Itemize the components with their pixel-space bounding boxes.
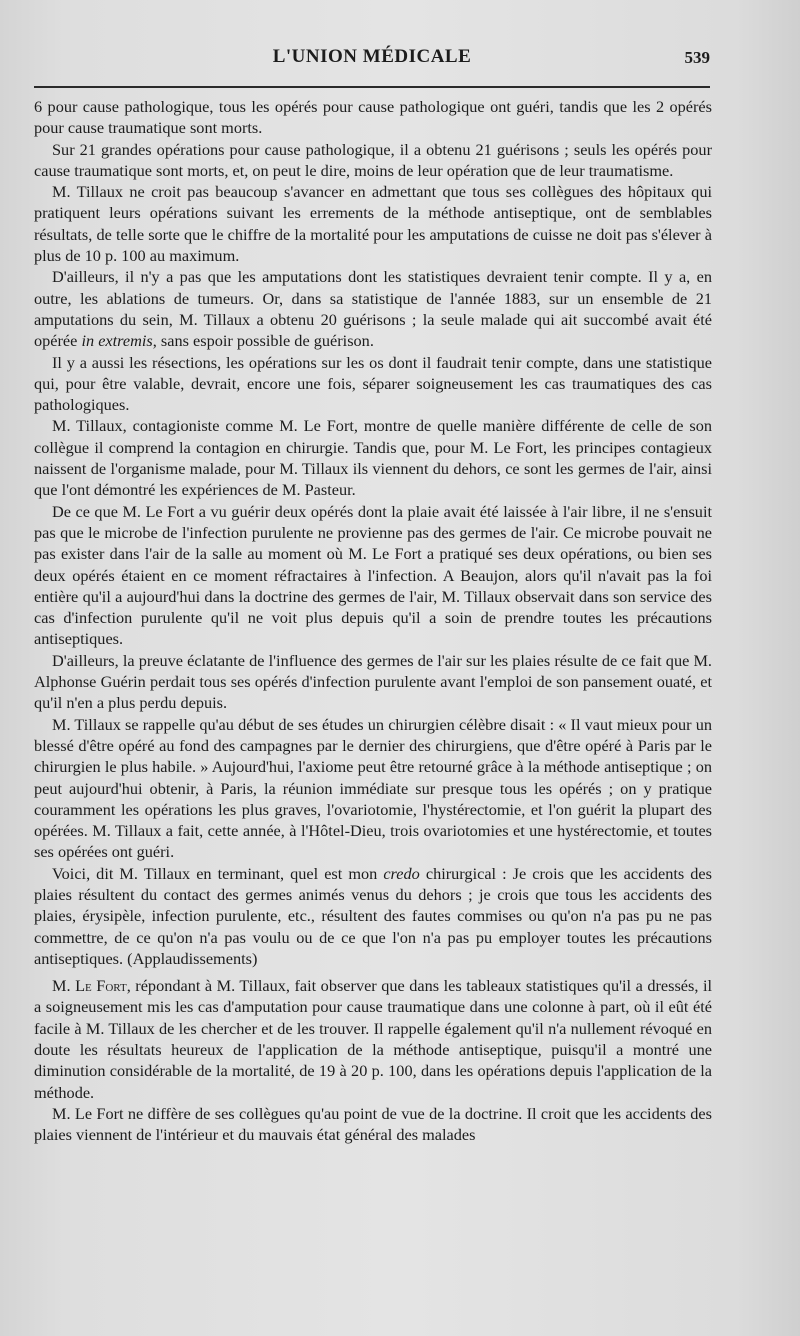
paragraph-text: , répondant à M. Tillaux, fait observer que dans les tableaux statistiques qu'il a dressés, il a soigneusement mis les cas d'amputation pour cause traumatique dans une colonne à part, où il eût été facile à M. Tillaux de les chercher et de les trouver. Il rappelle également qu'il n'a nullement révoqué en doute les résultats heureux de l'application de la méthode antiseptique, puisqu'il a montré une diminution considérable de la mortalité, de 19 à 20 p. 100, dans les opérations depuis l'application de la méthode. [34,976,712,1102]
paragraph-text: D'ailleurs, il n'y a pas que les amputations dont les statistiques devraient tenir compte. Il y a, en outre, les ablations de tumeurs. Or, dans sa statistique de l'année 1883, sur un ensemble de 21 amputations du sein, M. Tillaux a obtenu 20 guérisons ; la seule malade qui ait succombé avait été opérée [34,267,712,351]
italic-word: credo [383,863,420,883]
page-header [34,46,710,76]
paragraph-text: M. [52,976,71,996]
paragraph [34,266,712,351]
page-number: 539 [684,48,710,67]
paragraph-text: chirurgical : Je crois que les accidents des plaies résultent du contact des germes animés venus du dehors ; je crois que tous les accidents des plaies, érysipèle, infection purulente, etc., résultent des fautes commises ou qu'on n'a pas pu ne pas commettre, de ce qu'on n'a pas voulu ou de ce que l'on n'a pas pu employer toutes les précautions antiseptiques. (Applaudissements) [34,863,712,968]
paragraph: M. Le Fort ne diffère de ses collègues qu'au point de vue de la doctrine. Il croit que les accidents des plaies viennent de l'intérieur et du mauvais état général des malades [34,1103,712,1145]
paragraph: De ce que M. Le Fort a vu guérir deux opérés dont la plaie avait été laissée à l'air libre, il ne s'ensuit pas que le microbe de l'infection purulente ne provienne pas des germes de l'air. Ce microbe pouvait ne pas exister dans l'air de la salle au moment où M. Le Fort a pratiqué ses deux opérations, ou bien ses deux opérés étaient en ce moment réfractaires à l'infection. A Beaujon, alors qu'il n'avait pas la foi entière qu'il a aujourd'hui dans la doctrine des germes de l'air, M. Tillaux observait dans son service des cas d'infection purulente qu'il ne voit plus depuis qu'il a soin de prendre toutes les précautions antiseptiques. [34,501,712,649]
paragraph: Sur 21 grandes opérations pour cause pathologique, il a obtenu 21 guérisons ; seuls les opérés pour cause traumatique sont morts, et, on peut le dire, moins de leur opération que de leur traumatisme. [34,139,712,180]
paragraph: Il y a aussi les résections, les opérations sur les os dont il faudrait tenir compte, dans une statistique qui, pour être valable, devrait, encore une fois, séparer soigneusement les cas traumatiques des cas pathologiques. [34,352,712,415]
paragraph [34,975,712,1103]
italic-phrase: in extremis [81,331,153,351]
paragraph-text: Voici, dit M. Tillaux en terminant, quel est mon [52,863,378,883]
paragraph: M. Tillaux se rappelle qu'au début de ses études un chirurgien célèbre disait : « Il vaut mieux pour un blessé d'être opéré au fond des campagnes par le dernier des chirurgiens, que d'être opéré à Paris par le chirurgien le plus habile. » Aujourd'hui, l'axiome peut être retourné grâce à la méthode antiseptique ; on peut aujourd'hui obtenir, à Paris, la réunion immédiate sur presque tous les opérés ; on y pratique couramment les opérations les plus graves, l'ovariotomie, l'hystérectomie, et l'on guérit la plupart des opérées. M. Tillaux a fait, cette année, à l'Hôtel-Dieu, trois ovariotomies et une hystérectomie, et toutes ses opérées ont guéri. [34,714,712,862]
running-title: L'UNION MÉDICALE [272,46,472,67]
header-rule [34,86,710,88]
paragraph: M. Tillaux ne croit pas beaucoup s'avancer en admettant que tous ses collègues des hôpitaux qui pratiquent leurs opérations suivant les errements de la méthode antiseptique, ont de semblables résultats, de telle sorte que le chiffre de la mortalité pour les amputations de cuisse ne doit pas s'élever à plus de 10 p. 100 au maximum. [34,182,712,266]
paragraph: 6 pour cause pathologique, tous les opérés pour cause pathologique ont guéri, tandis que les 2 opérés pour cause traumatique sont morts. [34,97,712,138]
paragraph-text: , sans espoir possible de guérison. [152,331,374,351]
paragraph: M. Tillaux, contagioniste comme M. Le Fort, montre de quelle manière différente de celle de son collègue il comprend la contagion en chirurgie. Tandis que, pour M. Le Fort, les principes contagieux naissent de l'organisme malade, pour M. Tillaux ils viennent du dehors, ce sont les germes de l'air, ainsi que l'ont démontré les expériences de M. Pasteur. [34,416,712,500]
body-text [34,96,712,1146]
speaker-name: Le Fort [75,976,127,996]
paragraph: D'ailleurs, la preuve éclatante de l'influence des germes de l'air sur les plaies résulte de ce fait que M. Alphonse Guérin perdait tous ses opérés d'infection purulente avant l'emploi de son pansement ouaté, et qu'il n'en a plus perdu depuis. [34,650,712,713]
paragraph [34,863,712,969]
